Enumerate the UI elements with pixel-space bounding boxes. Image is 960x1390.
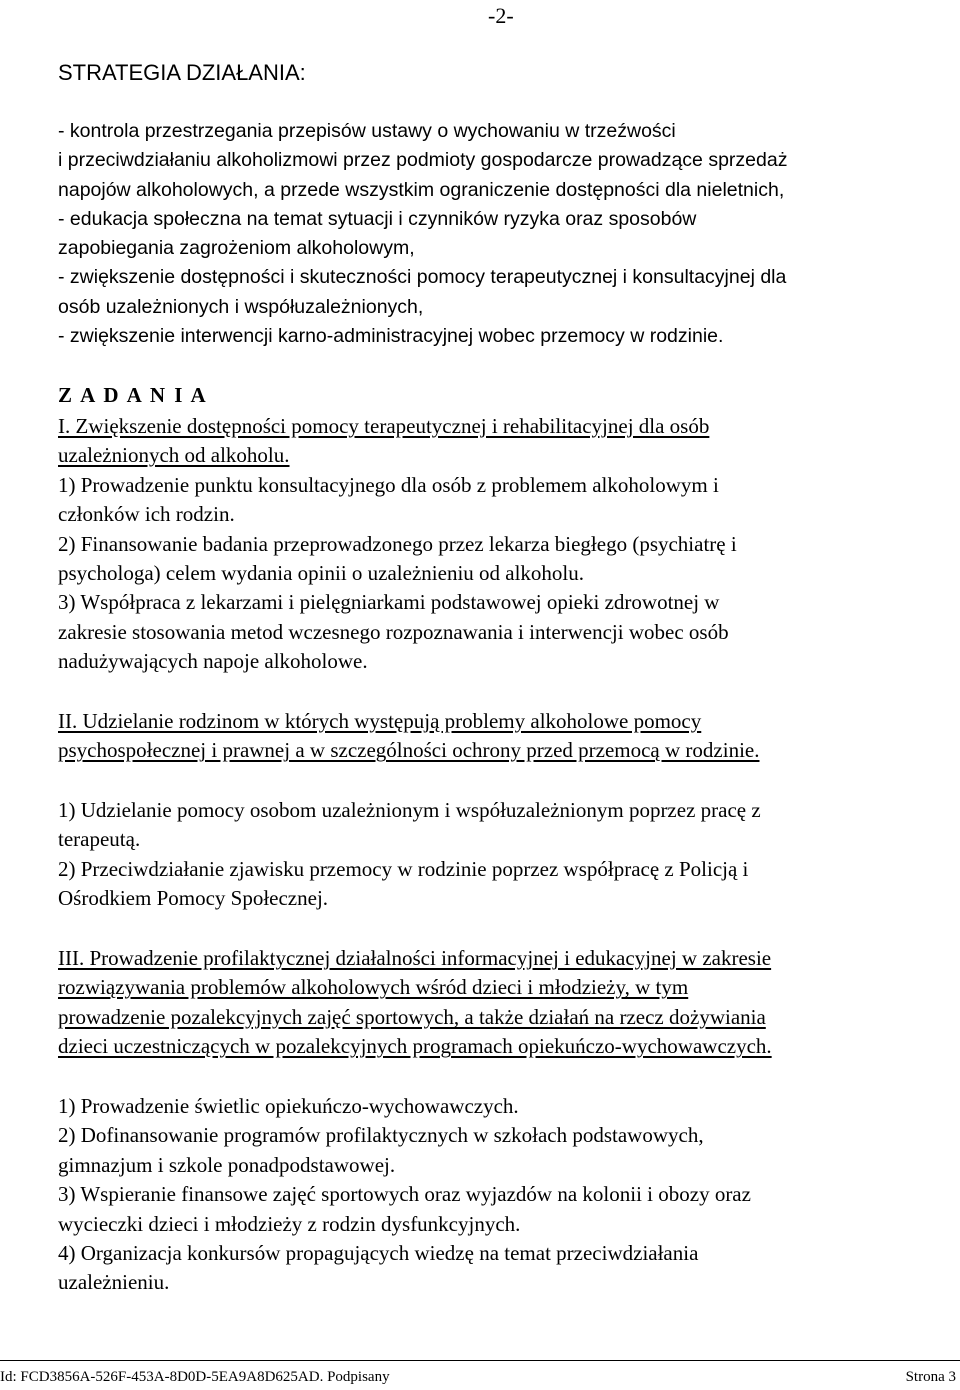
zadania-title: Z A D A N I A <box>58 383 208 407</box>
section-2-item-line: 2) Przeciwdziałanie zjawisku przemocy w rodzinie poprzez współpracę z Policją i <box>58 856 749 881</box>
strategy-heading: STRATEGIA DZIAŁANIA: <box>58 60 306 85</box>
section-1-item-line: psychologa) celem wydania opinii o uzależnieniu od alkoholu. <box>58 561 585 586</box>
strategy-line: osób uzależnionych i współuzależnionych, <box>58 295 424 318</box>
strategy-list <box>58 117 787 351</box>
section-3-item-line: 4) Organizacja konkursów propagujących wiedzę na temat przeciwdziałania <box>58 1241 699 1266</box>
section-2-items <box>58 796 761 914</box>
section-1-item-line: zakresie stosowania metod wczesnego rozpoznawania i interwencji wobec osób <box>58 619 729 644</box>
section-3-item-line: uzależnieniu. <box>58 1270 170 1295</box>
section-2-item-line: Ośrodkiem Pomocy Społecznej. <box>58 886 329 911</box>
section-3-item-line: 2) Dofinansowanie programów profilaktycznych w szkołach podstawowych, <box>58 1123 704 1148</box>
section-3-heading-line: dzieci uczestniczących w pozalekcyjnych programach opiekuńczo-wychowawczych. <box>58 1034 772 1059</box>
section-3-heading <box>58 944 772 1062</box>
section-1-item-line: 3) Współpraca z lekarzami i pielęgniarkami podstawowej opieki zdrowotnej w <box>58 590 720 615</box>
document-id: Id: FCD3856A-526F-453A-8D0D-5EA9A8D625AD. Podpisany <box>0 1369 390 1385</box>
strategy-line: - zwiększenie dostępności i skuteczności pomocy terapeutycznej i konsultacyjnej dla <box>58 266 787 289</box>
section-1-heading-line: uzależnionych od alkoholu. <box>58 443 290 468</box>
strategy-line: napojów alkoholowych, a przede wszystkim ograniczenie dostępności dla nieletnich, <box>58 178 785 201</box>
section-2-heading <box>58 707 759 766</box>
page-label: Strona 3 <box>905 1369 956 1385</box>
section-1-item-line: 2) Finansowanie badania przeprowadzonego przez lekarza biegłego (psychiatrę i <box>58 531 737 556</box>
section-2-heading-line: II. Udzielanie rodzinom w których występują problemy alkoholowe pomocy <box>58 709 702 733</box>
section-3-items <box>58 1092 751 1298</box>
section-1-item-line: 1) Prowadzenie punktu konsultacyjnego dla osób z problemem alkoholowym i <box>58 472 719 497</box>
section-3-item-line: gimnazjum i szkole ponadpodstawowej. <box>58 1152 396 1177</box>
strategy-line: - edukacja społeczna na temat sytuacji i czynników ryzyka oraz sposobów <box>58 207 697 230</box>
page-footer <box>0 1360 960 1385</box>
page-number: -2- <box>488 3 514 28</box>
section-1 <box>58 412 737 677</box>
section-1-item-line: członków ich rodzin. <box>58 502 235 527</box>
section-1-item-line: nadużywających napoje alkoholowe. <box>58 649 368 674</box>
strategy-line: zapobiegania zagrożeniom alkoholowym, <box>58 237 415 260</box>
section-2-item-line: terapeutą. <box>58 827 141 852</box>
strategy-line: - kontrola przestrzegania przepisów ustawy o wychowaniu w trzeźwości <box>58 120 676 142</box>
section-1-heading-line: I. Zwiększenie dostępności pomocy terapeutycznej i rehabilitacyjnej dla osób <box>58 414 710 438</box>
section-2-heading-line: psychospołecznej i prawnej a w szczególności ochrony przed przemocą w rodzinie. <box>58 738 760 763</box>
section-3-heading-line: rozwiązywania problemów alkoholowych wśród dzieci i młodzieży, w tym <box>58 975 689 1000</box>
section-3-heading-line: prowadzenie pozalekcyjnych zajęć sportowych, a także działań na rzecz dożywiania <box>58 1004 766 1029</box>
section-3-item-line: 3) Wspieranie finansowe zajęć sportowych oraz wyjazdów na kolonii i obozy oraz <box>58 1182 751 1207</box>
section-3-item-line: wycieczki dzieci i młodzieży z rodzin dysfunkcyjnych. <box>58 1211 521 1236</box>
strategy-line: - zwiększenie interwencji karno-administracyjnej wobec przemocy w rodzinie. <box>58 325 724 348</box>
section-3-item-line: 1) Prowadzenie świetlic opiekuńczo-wychowawczych. <box>58 1094 519 1118</box>
strategy-line: i przeciwdziałaniu alkoholizmowi przez podmioty gospodarcze prowadzące sprzedaż <box>58 149 788 172</box>
section-3-heading-line: III. Prowadzenie profilaktycznej działalności informacyjnej i edukacyjnej w zakresie <box>58 946 772 970</box>
section-2-item-line: 1) Udzielanie pomocy osobom uzależnionym i współuzależnionym poprzez pracę z <box>58 798 761 822</box>
